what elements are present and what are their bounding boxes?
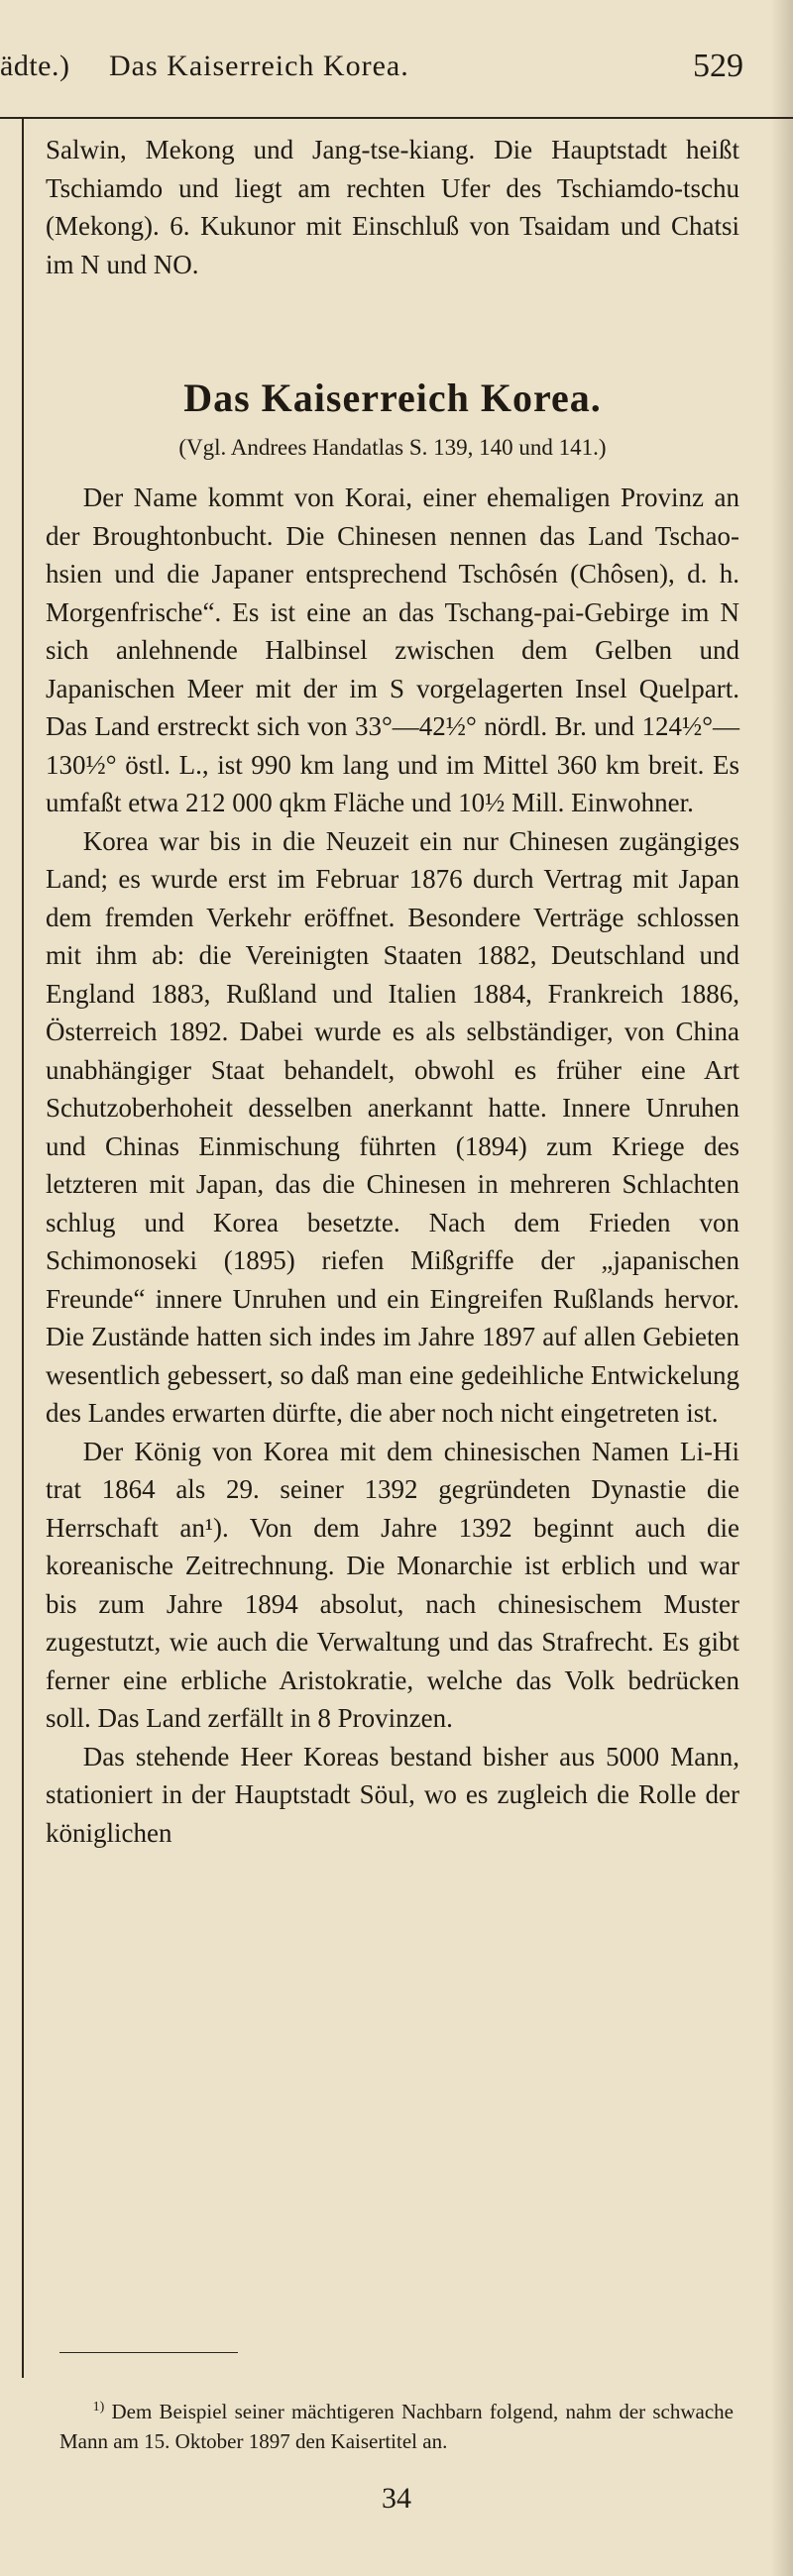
text-column xyxy=(46,131,739,1852)
intro-paragraph: Salwin, Mekong und Jang-tse-kiang. Die Hauptstadt heißt Tschiamdo und liegt am rechten Ufer des Tschiamdo-tschu (Mekong). 6. Kukunor mit Einschluß von Tsaidam und Chatsi im N und NO. xyxy=(46,135,739,279)
chapter-title: Das Kaiserreich Korea. xyxy=(183,376,602,420)
running-head xyxy=(0,0,793,149)
signature-mark: 34 xyxy=(382,2482,411,2515)
footnote xyxy=(59,2393,734,2456)
paragraph-history: Korea war bis in die Neuzeit ein nur Chinesen zugängiges Land; es wurde erst im Februar 1876 durch Vertrag mit Japan dem fremden Verkehr eröffnet. Besondere Verträge schlossen mit ihm ab: die Vereinigten Staaten 1882, Deutschland und England 1883, Rußland und Italien 1884, Frankreich 1886, Österreich 1892. Dabei wurde es als selbständiger, von China unabhängiger Staat behandelt, obwohl es früher eine Art Schutzoberhoheit desselben anerkannt hatte. Innere Unruhen und Chinas Einmischung führten (1894) zum Kriege des letzteren mit Japan, das die Chinesen in mehreren Schlachten schlug und Korea besetzte. Nach dem Frieden von Schimonoseki (1895) riefen Mißgriffe der „japanischen Freunde“ innere Unruhen und ein Eingreifen Rußlands hervor. Die Zustände hatten sich indes im Jahre 1897 auf allen Gebieten wesentlich gebessert, so daß man eine gedeihliche Entwickelung des Landes erwarten dürfte, die aber noch nicht eingetreten ist. xyxy=(46,825,739,1428)
footnote-mark: 1) xyxy=(92,2400,105,2415)
chapter-subtitle: (Vgl. Andrees Handatlas S. 139, 140 und 141.) xyxy=(178,435,607,460)
column-rule xyxy=(22,119,24,2378)
footnote-text: Dem Beispiel seiner mächtigeren Nachbarn folgend, nahm der schwache Mann am 15. Oktober 1897 den Kaisertitel an. xyxy=(59,2400,734,2453)
paragraph-name-origin: Der Name kommt von Korai, einer ehemaligen Provinz an der Broughtonbucht. Die Chinesen nennen das Land Tschao-hsien und die Japaner entsprechend Tschôsén (Chôsen), d. h. Morgenfrische“. Es ist eine an das Tschang-pai-Gebirge im N sich anlehnende Halbinsel zwischen dem Gelben und Japanischen Meer mit der im S vorgelagerten Insel Quelpart. Das Land erstreckt sich von 33°—42½° nördl. Br. und 124½°—130½° östl. L., ist 990 km lang und im Mittel 360 km breit. Es umfaßt etwa 212 000 qkm Fläche und 10½ Mill. Einwohner. xyxy=(46,483,739,817)
footnote-rule xyxy=(59,2352,238,2353)
running-head-title: Das Kaiserreich Korea. xyxy=(109,50,409,82)
running-head-fragment: ädte.) xyxy=(0,50,70,82)
page-number: 529 xyxy=(693,48,743,84)
paragraph-monarchy: Der König von Korea mit dem chinesischen Namen Li-Hi trat 1864 als 29. seiner 1392 gegründeten Dynastie die Herrschaft an¹). Von dem Jahre 1392 beginnt auch die koreanische Zeitrechnung. Die Monarchie ist erblich und war bis zum Jahre 1894 absolut, nach chinesischem Muster zugestutzt, wie auch die Verwaltung und das Strafrecht. Es gibt ferner eine erbliche Aristokratie, welche das Volk bedrücken soll. Das Land zerfällt in 8 Provinzen. xyxy=(46,1436,739,1733)
page-edge-shadow xyxy=(771,0,793,2576)
paragraph-army: Das stehende Heer Koreas bestand bisher aus 5000 Mann, stationiert in der Hauptstadt Söul, wo es zugleich die Rolle der königlichen xyxy=(46,1741,739,1848)
header-rule xyxy=(0,117,793,119)
